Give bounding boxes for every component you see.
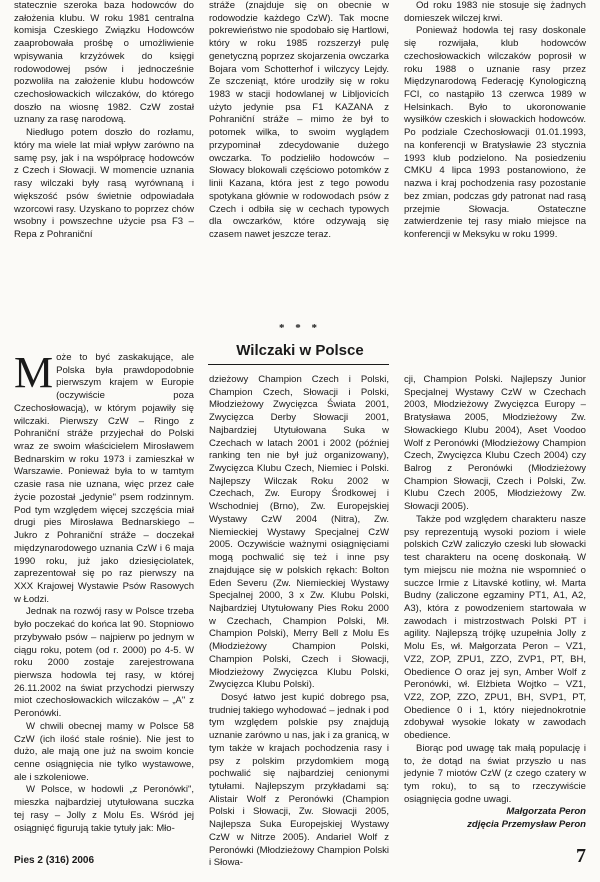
paragraph: Także pod względem charakteru nasze psy reprezentują wysoki poziom i wiele polskich CzW zaliczyło czeski lub słowacki test charakteru na ocenę doskonałą. W tym miejscu nie można nie wspomnieć o suczce Irmie z Litavské kotliny, wł. Marta Budny (zaliczone egzaminy PT1, A1, A2, A3), która z powodzeniem startowała w zawodach i mistrzostwach Polski PT i agility. Najlepszą trójkę uzupełnia Jolly z Molu Es, wł. Małgorzata Peron – VZ1, VZ2, ZOP, ZPU1, ZZO, ZVP1, PT, BH, Obedience O oraz jej syn, Amber Wolf z Peronówki, wł. Elżbieta Wojtko – VZ1, VZ2, ZOP, ZZO, ZPU1, BH, SVP1, PT, Obedience 0 i 1, który niejednokrotnie zdobywał wysokie lokaty w zawodach obedience. bbox=[404, 513, 586, 742]
paragraph: statecznie szeroka baza hodowców do założenia klubu. W roku 1981 centralna komisja Czeskiego Związku Hodowców zaaprobowała prośbę o umożliwienie wpisywania krzyżówek do księgi rodowodowej psów i jednocześnie pozwoliła na założenie klubu hodowców czechosłowackich wilczaków, do którego doszło na wiosnę 1982. CzW został uznany za rasę narodową. bbox=[14, 0, 194, 126]
paragraph: stráže (znajduje się on obecnie w rodowodzie każdego CzW). Tak mocne pokrewieństwo nie spodobało się Hartlowi, który w roku 1985 rozszerzył pulę genetyczną poprzez skojarzenia owczarka Bojara vom Schotterhof i wilczycy Lejdy. Ze szczeniąt, które urodziły się w roku 1983 w stacji hodowlanej w Libljovicích użyto jedynie psa F1 KAZANA z Pohraniční stráže – mimo że był to potomek wilka, to swoim wyglądem przypominał zdecydowanie dużego owczarka. To podzieliło hodowców – Słowacy blokowali częściowo potomków z linii Kazana, która jest z tego powodu spotykana głównie w rodowodach psów z Czech i odbiła się w cechach typowych dla owczarków, które odzywają się czasem nawet jeszcze teraz. bbox=[209, 0, 389, 240]
paragraph: W chwili obecnej mamy w Polsce 58 CzW (ich ilość stale rośnie). Nie jest to dużo, ale mają one już na swoim koncie cenne osiągnięcia nie tylko wystawowe, ale i szkoleniowe. bbox=[14, 720, 194, 783]
paragraph-text: oże to być zaskakujące, ale Polska była prawdopodobnie pierwszym krajem w Europie (oczywiście poza Czechosłowacją), w którym pojawiły się wilczaki. Pierwszy CzW – Ringo z Pohraniční stráže przyjechał do Polski wraz ze swoim właścicielem Mirosławem Bednarskim w roku 1973 i zamieszkał w Warszawie. Ponieważ była to w tamtym czasie rasa nie uznana, więc przez całe życie pozostał „jedynie" psem rodzinnym. Pod tym względem więcej szczęścia miał drugi pies Mirosława Bednarskiego – Jukro z Pohraniční stráže – doczekał międzynarodowego uznania CzW i 6 maja 1990 roku, już jako dziesięciolatek, zaprezentował się po raz pierwszy na XXX Krajowej Wystawie Psów Rasowych w Łodzi. bbox=[14, 352, 194, 605]
paragraph: Niedługo potem doszło do rozłamu, który ma wiele lat miał wpływ zarówno na samę psy, jak i na współpracę hodowców z Czech i Słowacji. W momencie uznania rasy wilczaki były rasą wyrównaną i większość psów świetnie odpowiadała wzorcowi rasy. Uzyskano to poprzez chów wsobny i powszechne użycie psa F3 – Repa z Pohraniční bbox=[14, 127, 194, 240]
paragraph: W Polsce, w hodowli „z Peronówki", mieszka najbardziej utytułowana suczka tej rasy – Jolly z Molu Es. Wśród jej osiągnięć figurują takie tytuły jak: Mło- bbox=[14, 784, 194, 834]
intro-column-3 bbox=[404, 0, 586, 296]
issue-label: Pies 2 (316) 2006 bbox=[14, 855, 95, 866]
paragraph: cji, Champion Polski. Najlepszy Junior Specjalnej Wystawy CzW w Czechach 2003, Młodzieżowy Zwycięzca Europy – Bratysława 2005, Młodzieżowy Zw. Słowackiego Klubu 2004), Aset Voodoo Wolf z Peronówki (Młodzieżowy Champion Czech, Zwycięzca Klubu Czech 2004) czy Balrog z Peronówki (Młodzieżowy Champion Słowacji, Czech i Polski, Zw. Klubu Czech 2005, Młodzieżowy Zw. Słowacji 2005). bbox=[404, 374, 586, 513]
section-divider: * * * bbox=[279, 322, 321, 334]
intro-column-1 bbox=[14, 0, 194, 296]
paragraph: dzieżowy Champion Czech i Polski, Champion Czech, Słowacji i Polski, Młodzieżowy Zwycięzca Świata 2001, Zwycięzca Derby Słowacji 2001, Najbardziej Utytułowana Suka w Czechach w latach 2001 i 2002 (później ranking ten nie był już organizowany), Zwycięzca Klubu Czech, Niemiec i Polski. Najlepszy Wilczak Roku 2002 w Czechach, Zw. Europy Środkowej i Wschodniej (Brno), Zw. Europejskiej Wystawy CzW 2004 (Nitra), Zw. Niemieckiej Wystawy Specjalnej CzW 2005. Oczywiście ważnymi osiągnięciami mogą pochwalić się też i inne psy znajdujące się w polskich rękach: Bolton Eden Severu (Zw. Niemieckiej Wystawy Specjalnej 2000, 3 x Zw. Klubu Polski, Najbardziej Utytułowany Pies Roku 2000 w Czechach, Champion Polski, Mł. Champion Polski), Merry Bell z Molu Es (Młodzieżowy Champion Polski, Champion Polski, Czech i Słowacji, Młodzieżowy Zwycięzca Klubu Polski, Zwycięzca Klubu Polski). bbox=[209, 374, 389, 691]
paragraph: Ponieważ hodowla tej rasy doskonale się rozwijała, klub hodowców czechosłowackich wilczaków poprosił w roku 1988 o uznanie rasy przez Międzynarodową Federację Kynologiczną FCI, co nastąpiło 13 czerwca 1989 w Helsinkach. Było to ukoronowanie wysiłków czeskich i słowackich hodowców. Po podziale Czechosłowacji 01.01.1993, na konferencji w Bratysławie 23 stycznia 1993 klub podzielono. Na posiedzeniu CMKU 4 lipca 1993 postanowiono, że nazwa i kraj pochodzenia rasy pozostanie bez zmian, podczas gdy patronat nad rasą przejmie Słowacja. Ostateczne zatwierdzenie tej rasy miało miejsce na konferencji w Meksyku w roku 1999. bbox=[404, 25, 586, 240]
page-number: 7 bbox=[576, 845, 586, 867]
author-signature bbox=[404, 806, 586, 831]
article-column-2 bbox=[209, 374, 389, 869]
paragraph: Biorąc pod uwagę tak małą populację i to, że dotąd na świat przyszło u nas jedynie 7 miotów CzW (z czego czatery w tym roku), to są to rzeczywiście osiągnięcia godne uwagi. bbox=[404, 742, 586, 805]
article-column-1 bbox=[14, 348, 194, 844]
intro-column-2 bbox=[209, 0, 389, 296]
paragraph: Jednak na rozwój rasy w Polsce trzeba było poczekać do końca lat 90. Stopniowo przybywało psów – najpierw po jednym w ciągu roku, potem (od r. 2000) po 4-5. W roku 2000 zostaje zarejestrowana pierwsza hodowla tej rasy, w której 26.11.2002 na świat przychodzi pierwszy miot czechosłowackich wilczaków – „A" z Peronówki. bbox=[14, 606, 194, 720]
author-name: Małgorzata Peron bbox=[506, 806, 586, 818]
paragraph: Dosyć łatwo jest kupić dobrego psa, trudniej takiego wyhodować – jednak i pod tym względem polskie psy znajdują uznanie zarówno u nas, jak i za granicą, w tym także w krajach pochodzenia rasy i psy z polskim przydomkiem mogą pochwalić się najbardziej cenionymi tytułami. Najlepszym przykładami są: Alistair Wolf z Peronówki (Champion Polski i Słowacji, Zw. Słowacji 2005, Najlepsza Suka Europejskiej Wystawy CzW w Nitrze 2005). Andariel Wolf z Peronówki (Młodzieżowy Champion Polski i Słowa- bbox=[209, 691, 389, 869]
paragraph: Od roku 1983 nie stosuje się żadnych domieszek wilczej krwi. bbox=[404, 0, 586, 24]
paragraph bbox=[14, 348, 194, 606]
drop-cap: M bbox=[14, 348, 54, 397]
photo-credit: zdjęcia Przemysław Peron bbox=[467, 819, 586, 831]
title-underline bbox=[208, 364, 389, 365]
section-title: Wilczaki w Polsce bbox=[236, 342, 364, 359]
article-column-3 bbox=[404, 374, 586, 844]
